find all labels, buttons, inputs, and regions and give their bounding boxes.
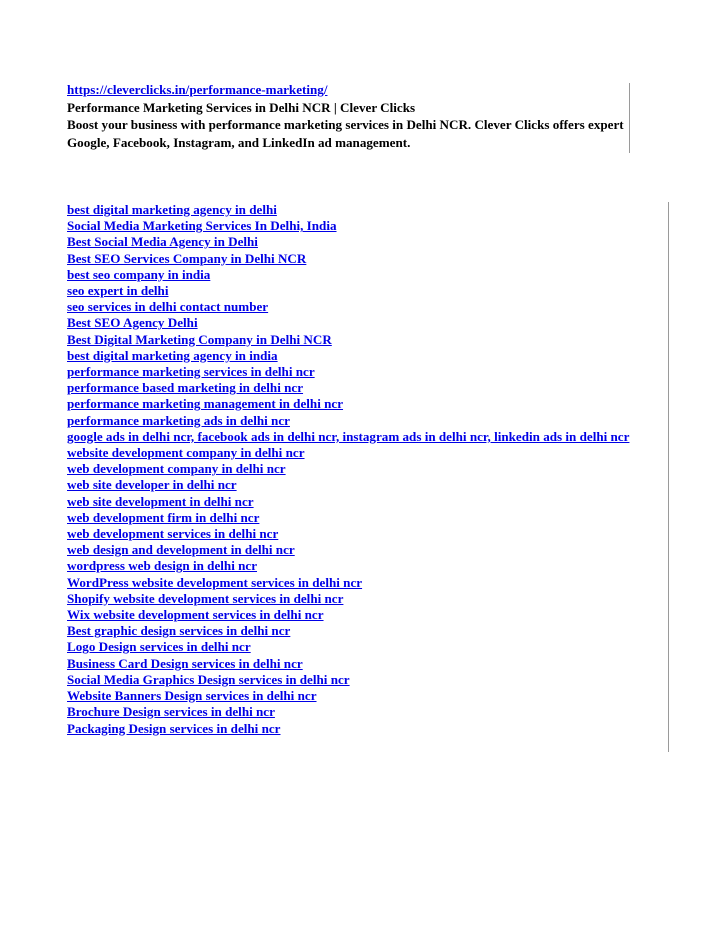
keyword-link[interactable]: website development company in delhi ncr [67, 445, 305, 461]
keyword-link[interactable]: Website Banners Design services in delhi ncr [67, 688, 317, 704]
keyword-link[interactable]: web site developer in delhi ncr [67, 477, 237, 493]
keyword-link[interactable]: seo services in delhi contact number [67, 299, 269, 315]
keyword-link[interactable]: web design and development in delhi ncr [67, 542, 295, 558]
keyword-links-list [67, 202, 667, 737]
keyword-link[interactable]: Social Media Marketing Services In Delhi, India [67, 218, 337, 234]
keyword-link[interactable]: best seo company in india [67, 266, 211, 282]
keyword-link[interactable]: performance marketing services in delhi ncr [67, 364, 315, 380]
keyword-link[interactable]: wordpress web design in delhi ncr [67, 558, 258, 574]
result-description: Boost your business with performance marketing services in Delhi NCR. Clever Clicks offers expert Google, Facebook, Instagram, and LinkedIn ad management. [67, 117, 624, 150]
keyword-link[interactable]: seo expert in delhi [67, 283, 169, 299]
search-result [67, 81, 629, 151]
keyword-link[interactable]: Best SEO Services Company in Delhi NCR [67, 250, 307, 266]
divider [629, 83, 630, 153]
keyword-link[interactable]: Best Digital Marketing Company in Delhi NCR [67, 331, 332, 347]
keyword-link[interactable]: Social Media Graphics Design services in delhi ncr [67, 671, 350, 687]
keyword-link[interactable]: performance based marketing in delhi ncr [67, 380, 304, 396]
keyword-link[interactable]: Brochure Design services in delhi ncr [67, 704, 275, 720]
keyword-link[interactable]: performance marketing management in delhi ncr [67, 396, 344, 412]
keyword-link[interactable]: web development company in delhi ncr [67, 461, 286, 477]
keyword-link[interactable]: Packaging Design services in delhi ncr [67, 720, 281, 736]
keyword-link[interactable]: best digital marketing agency in delhi [67, 202, 277, 217]
keyword-link[interactable]: performance marketing ads in delhi ncr [67, 412, 290, 428]
keyword-link[interactable]: web development firm in delhi ncr [67, 509, 260, 525]
divider [668, 202, 669, 752]
keyword-link[interactable]: web development services in delhi ncr [67, 526, 279, 542]
keyword-link[interactable]: Best graphic design services in delhi ncr [67, 623, 291, 639]
keyword-link[interactable]: Shopify website development services in delhi ncr [67, 590, 344, 606]
keyword-link[interactable]: WordPress website development services in delhi ncr [67, 574, 363, 590]
keyword-link[interactable]: Best Social Media Agency in Delhi [67, 234, 258, 250]
keyword-link[interactable]: google ads in delhi ncr, facebook ads in delhi ncr, instagram ads in delhi ncr, linkedin ads in delhi ncr [67, 428, 630, 444]
result-title: Performance Marketing Services in Delhi NCR | Clever Clicks [67, 99, 416, 115]
keyword-link[interactable]: web site development in delhi ncr [67, 493, 254, 509]
keyword-link[interactable]: Best SEO Agency Delhi [67, 315, 198, 331]
result-url-link[interactable]: https://cleverclicks.in/performance-marketing/ [67, 82, 328, 97]
keyword-link[interactable]: Logo Design services in delhi ncr [67, 639, 251, 655]
keyword-link[interactable]: best digital marketing agency in india [67, 347, 278, 363]
keyword-link[interactable]: Wix website development services in delhi ncr [67, 607, 324, 623]
keyword-link[interactable]: Business Card Design services in delhi ncr [67, 655, 303, 671]
